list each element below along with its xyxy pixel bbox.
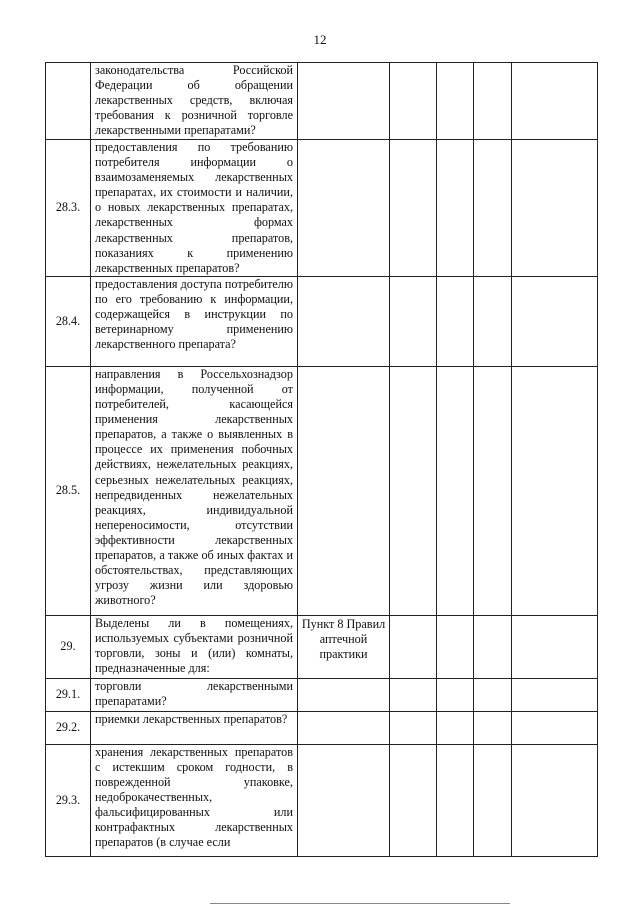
requirement-text: предоставления по требованию потребителя информации о взаимозаменяемых лекарственных препаратах, их стоимости и наличии, о новых лекарственных препаратах, лекарственных формах лекарственных препаратов, показаниях к применению лекарственных препаратов? <box>91 140 298 277</box>
requirement-text: направления в Россельхознадзор информации, полученной от потребителей, касающейся применения лекарственных препаратов, а также о выявленных в процессе их применения побочных действиях, нежелательных реакциях, серьезных нежелательных реакциях, непредвиденных нежелательных реакциях, индивидуальной непереносимости, отсутствии эффективности лекарственных препаратов, а также об иных фактах и обстоятельствах, представляющих угрозу жизни или здоровью животного? <box>91 366 298 615</box>
answer-cell <box>437 63 474 140</box>
requirement-text: законодательства Российской Федерации об обращении лекарственных средств, включая требования к розничной торговле лекарственными препаратами? <box>91 63 298 140</box>
answer-cell <box>390 678 437 711</box>
legal-reference <box>298 63 390 140</box>
answer-cell <box>437 615 474 678</box>
answer-cell <box>474 615 512 678</box>
answer-cell <box>390 744 437 856</box>
requirement-text: хранения лекарственных препаратов с истекшим сроком годности, в поврежденной упаковке, недоброкачественных, фальсифицированных или контрафактных лекарственных препаратов (в случае если <box>91 744 298 856</box>
checklist-table <box>45 62 598 857</box>
answer-cell <box>437 711 474 744</box>
answer-cell <box>512 678 598 711</box>
answer-cell <box>390 276 437 366</box>
answer-cell <box>474 63 512 140</box>
answer-cell <box>390 711 437 744</box>
row-number: 29.3. <box>46 744 91 856</box>
legal-reference <box>298 366 390 615</box>
legal-reference <box>298 711 390 744</box>
table-row <box>46 276 598 366</box>
answer-cell <box>437 276 474 366</box>
row-number: 28.5. <box>46 366 91 615</box>
answer-cell <box>390 366 437 615</box>
answer-cell <box>512 276 598 366</box>
answer-cell <box>474 744 512 856</box>
answer-cell <box>437 366 474 615</box>
table-row <box>46 744 598 856</box>
table-row <box>46 366 598 615</box>
table-row <box>46 678 598 711</box>
answer-cell <box>390 63 437 140</box>
answer-cell <box>512 140 598 277</box>
row-number: 28.3. <box>46 140 91 277</box>
answer-cell <box>474 366 512 615</box>
answer-cell <box>512 615 598 678</box>
legal-reference <box>298 744 390 856</box>
legal-reference <box>298 140 390 277</box>
answer-cell <box>390 615 437 678</box>
table-row <box>46 615 598 678</box>
row-number: 29.1. <box>46 678 91 711</box>
requirement-text: приемки лекарственных препаратов? <box>91 711 298 744</box>
bottom-rule <box>210 903 510 904</box>
answer-cell <box>512 366 598 615</box>
answer-cell <box>512 744 598 856</box>
answer-cell <box>474 276 512 366</box>
table-row <box>46 711 598 744</box>
requirement-text: предоставления доступа потребителю по его требованию к информации, содержащейся в инструкции по ветеринарному применению лекарственного препарата? <box>91 276 298 366</box>
answer-cell <box>512 711 598 744</box>
row-number <box>46 63 91 140</box>
row-number: 29. <box>46 615 91 678</box>
table-row <box>46 63 598 140</box>
answer-cell <box>474 140 512 277</box>
answer-cell <box>437 140 474 277</box>
requirement-text: торговли лекарственными препаратами? <box>91 678 298 711</box>
row-number: 29.2. <box>46 711 91 744</box>
answer-cell <box>474 678 512 711</box>
page-number: 12 <box>313 32 327 47</box>
legal-reference <box>298 678 390 711</box>
table-row <box>46 140 598 277</box>
legal-reference: Пункт 8 Правил аптечной практики <box>298 615 390 678</box>
row-number: 28.4. <box>46 276 91 366</box>
answer-cell <box>437 678 474 711</box>
legal-reference <box>298 276 390 366</box>
answer-cell <box>512 63 598 140</box>
answer-cell <box>474 711 512 744</box>
requirement-text: Выделены ли в помещениях, используемых субъектами розничной торговли, зоны и (или) комнаты, предназначенные для: <box>91 615 298 678</box>
answer-cell <box>390 140 437 277</box>
answer-cell <box>437 744 474 856</box>
